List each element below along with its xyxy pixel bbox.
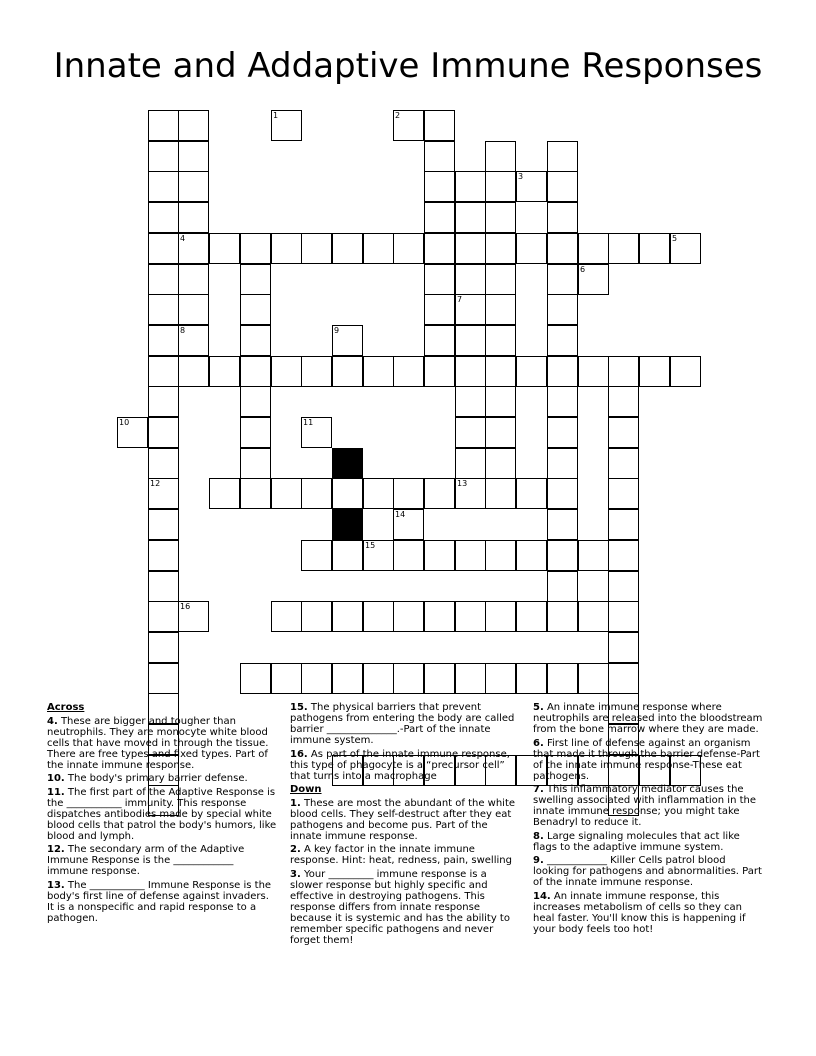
grid-cell[interactable] xyxy=(148,294,179,325)
grid-cell[interactable] xyxy=(240,386,271,417)
grid-cell[interactable] xyxy=(455,386,486,417)
grid-cell[interactable] xyxy=(547,202,578,233)
clue-item-text: Large signaling molecules that act like flags to the adaptive immune system. xyxy=(533,830,740,853)
clue-number-label: 3 xyxy=(518,172,524,181)
grid-cell[interactable] xyxy=(363,540,394,571)
grid-cell[interactable] xyxy=(148,448,179,479)
grid-cell[interactable] xyxy=(148,417,179,448)
grid-cell[interactable] xyxy=(578,601,609,632)
grid-cell[interactable] xyxy=(209,356,240,387)
clue-item-number: 12. xyxy=(47,844,65,855)
grid-cell[interactable] xyxy=(393,509,424,540)
grid-cell[interactable] xyxy=(485,294,516,325)
grid-cell[interactable] xyxy=(209,478,240,509)
grid-cell[interactable] xyxy=(455,417,486,448)
grid-cell[interactable] xyxy=(424,540,455,571)
black-cell xyxy=(332,448,363,479)
clue-number-label: 8 xyxy=(180,326,186,335)
grid-cell[interactable] xyxy=(485,264,516,295)
grid-cell[interactable] xyxy=(455,663,486,694)
grid-cell[interactable] xyxy=(148,386,179,417)
grid-cell[interactable] xyxy=(455,264,486,295)
clue-item xyxy=(533,702,765,735)
grid-cell[interactable] xyxy=(578,264,609,295)
clue-column-1 xyxy=(47,702,277,926)
clue-item-number: 6. xyxy=(533,737,544,749)
clue-item-text: The body's primary barrier defense. xyxy=(64,773,248,784)
grid-cell[interactable] xyxy=(148,540,179,571)
clue-item xyxy=(47,787,277,842)
grid-cell[interactable] xyxy=(240,448,271,479)
grid-cell[interactable] xyxy=(485,325,516,356)
grid-cell[interactable] xyxy=(332,478,363,509)
clue-number-label: 13 xyxy=(457,479,468,488)
clue-item xyxy=(47,844,277,877)
clue-item-number: 10. xyxy=(47,773,65,784)
grid-cell[interactable] xyxy=(608,540,639,571)
grid-cell[interactable] xyxy=(148,110,179,141)
grid-cell[interactable] xyxy=(363,601,394,632)
clue-item xyxy=(290,749,522,782)
grid-cell[interactable] xyxy=(148,478,179,509)
grid-cell[interactable] xyxy=(547,417,578,448)
clue-number-label: 4 xyxy=(180,234,186,243)
clue-item xyxy=(533,738,765,782)
puzzle-title: Innate and Addaptive Immune Responses xyxy=(53,46,763,86)
grid-cell[interactable] xyxy=(455,448,486,479)
grid-cell[interactable] xyxy=(148,264,179,295)
grid-cell[interactable] xyxy=(424,663,455,694)
grid-cell[interactable] xyxy=(455,356,486,387)
grid-cell[interactable] xyxy=(455,294,486,325)
grid-cell[interactable] xyxy=(301,540,332,571)
grid-cell[interactable] xyxy=(455,540,486,571)
grid-cell[interactable] xyxy=(271,478,302,509)
grid-cell[interactable] xyxy=(547,509,578,540)
clue-item xyxy=(47,880,277,924)
grid-cell[interactable] xyxy=(240,663,271,694)
grid-cell[interactable] xyxy=(424,110,455,141)
grid-cell[interactable] xyxy=(424,601,455,632)
clue-item xyxy=(290,702,522,746)
grid-cell[interactable] xyxy=(148,571,179,602)
grid-cell[interactable] xyxy=(332,233,363,264)
grid-cell[interactable] xyxy=(148,233,179,264)
grid-cell[interactable] xyxy=(148,356,179,387)
grid-cell[interactable] xyxy=(393,478,424,509)
grid-cell[interactable] xyxy=(178,264,209,295)
grid-cell[interactable] xyxy=(516,540,547,571)
grid-cell[interactable] xyxy=(332,540,363,571)
grid-cell[interactable] xyxy=(547,325,578,356)
clue-item-number: 11. xyxy=(47,786,65,798)
clue-item-number: 13. xyxy=(47,879,65,891)
grid-cell[interactable] xyxy=(670,356,701,387)
clue-item-text: As part of the innate immune response, this type of phagocyte is a “precursor cell” that turns into a macrophage xyxy=(290,748,510,782)
clue-item-text: These are bigger and tougher than neutrophils. They are monocyte white blood cells that have moved in through the tissue. There are free types and fixed types. Part of the innate immune response. xyxy=(47,715,269,771)
grid-cell[interactable] xyxy=(363,478,394,509)
grid-cell[interactable] xyxy=(271,663,302,694)
grid-cell[interactable] xyxy=(485,171,516,202)
grid-cell[interactable] xyxy=(547,663,578,694)
grid-cell[interactable] xyxy=(455,325,486,356)
grid-cell[interactable] xyxy=(608,632,639,663)
grid-cell[interactable] xyxy=(485,540,516,571)
clue-number-label: 15 xyxy=(365,541,376,550)
grid-cell[interactable] xyxy=(547,571,578,602)
clue-number-label: 2 xyxy=(395,111,401,120)
grid-cell[interactable] xyxy=(424,233,455,264)
grid-cell[interactable] xyxy=(393,663,424,694)
clue-item-text: First line of defense against an organism that made it through the barrier defense-Part of the innate immune response-These eat pathogens. xyxy=(533,737,760,782)
clue-number-label: 7 xyxy=(457,295,463,304)
clue-item-text: These are most the abundant of the white blood cells. They self-destruct after they eat pathogens and become pus. Part of the innate immune response. xyxy=(290,797,516,842)
grid-cell[interactable] xyxy=(332,356,363,387)
grid-cell[interactable] xyxy=(516,356,547,387)
clue-item-text: An innate immune response where neutrophils are released into the bloodstream from the bone marrow where they are made. xyxy=(533,702,763,735)
grid-cell[interactable] xyxy=(547,233,578,264)
clue-item-number: 15. xyxy=(290,702,308,713)
grid-cell[interactable] xyxy=(608,478,639,509)
grid-cell[interactable] xyxy=(148,171,179,202)
clue-item xyxy=(290,869,522,946)
grid-cell[interactable] xyxy=(670,233,701,264)
clue-number-label: 9 xyxy=(334,326,340,335)
grid-cell[interactable] xyxy=(148,632,179,663)
grid-cell[interactable] xyxy=(332,325,363,356)
grid-cell[interactable] xyxy=(608,448,639,479)
grid-cell[interactable] xyxy=(608,386,639,417)
grid-cell[interactable] xyxy=(178,141,209,172)
clue-item xyxy=(47,773,277,784)
grid-cell[interactable] xyxy=(547,540,578,571)
clue-item xyxy=(533,855,765,888)
grid-cell[interactable] xyxy=(271,601,302,632)
clue-column-2 xyxy=(290,702,522,948)
clue-item-number: 3. xyxy=(290,868,301,880)
grid-cell[interactable] xyxy=(178,356,209,387)
grid-cell[interactable] xyxy=(608,601,639,632)
grid-cell[interactable] xyxy=(240,264,271,295)
black-cell xyxy=(332,509,363,540)
clue-item-text: The secondary arm of the Adaptive Immune Response is the ____________ immune response. xyxy=(47,844,245,877)
clue-item-text: This inflammatory mediator causes the swelling associated with inflammation in the innate immune response; you might take Benadryl to reduce it. xyxy=(533,784,756,828)
grid-cell[interactable] xyxy=(485,601,516,632)
clue-item xyxy=(533,784,765,828)
grid-cell[interactable] xyxy=(178,601,209,632)
grid-cell[interactable] xyxy=(547,386,578,417)
grid-cell[interactable] xyxy=(516,663,547,694)
grid-cell[interactable] xyxy=(301,663,332,694)
clue-item-text: The first part of the Adaptive Response is the ___________ immunity. This response dispatches antibodies made by special white blood cells that patrol the body's humors, like blood and lymph. xyxy=(47,786,277,842)
grid-cell[interactable] xyxy=(393,540,424,571)
grid-cell[interactable] xyxy=(178,294,209,325)
clue-number-label: 11 xyxy=(303,418,314,427)
grid-cell[interactable] xyxy=(608,233,639,264)
grid-cell[interactable] xyxy=(485,478,516,509)
grid-cell[interactable] xyxy=(578,233,609,264)
clue-item xyxy=(533,891,765,935)
grid-cell[interactable] xyxy=(178,233,209,264)
grid-cell[interactable] xyxy=(178,325,209,356)
grid-cell[interactable] xyxy=(424,294,455,325)
grid-cell[interactable] xyxy=(424,141,455,172)
grid-cell[interactable] xyxy=(608,571,639,602)
grid-cell[interactable] xyxy=(455,171,486,202)
grid-cell[interactable] xyxy=(424,325,455,356)
grid-cell[interactable] xyxy=(393,233,424,264)
clue-item-number: 16. xyxy=(290,748,308,760)
grid-cell[interactable] xyxy=(301,478,332,509)
grid-cell[interactable] xyxy=(578,356,609,387)
grid-cell[interactable] xyxy=(393,110,424,141)
grid-cell[interactable] xyxy=(393,356,424,387)
grid-cell[interactable] xyxy=(578,540,609,571)
clue-number-label: 14 xyxy=(395,510,406,519)
grid-cell[interactable] xyxy=(240,356,271,387)
grid-cell[interactable] xyxy=(516,233,547,264)
grid-cell[interactable] xyxy=(516,478,547,509)
grid-cell[interactable] xyxy=(271,233,302,264)
grid-cell[interactable] xyxy=(547,264,578,295)
grid-cell[interactable] xyxy=(332,663,363,694)
grid-cell[interactable] xyxy=(608,663,639,694)
grid-cell[interactable] xyxy=(455,202,486,233)
grid-cell[interactable] xyxy=(240,325,271,356)
grid-cell[interactable] xyxy=(117,417,148,448)
clue-item-number: 9. xyxy=(533,855,544,866)
grid-cell[interactable] xyxy=(639,356,670,387)
grid-cell[interactable] xyxy=(547,141,578,172)
clue-number-label: 12 xyxy=(150,479,161,488)
grid-cell[interactable] xyxy=(485,448,516,479)
grid-cell[interactable] xyxy=(485,386,516,417)
grid-cell[interactable] xyxy=(516,171,547,202)
grid-cell[interactable] xyxy=(363,663,394,694)
clue-number-label: 5 xyxy=(672,234,678,243)
grid-cell[interactable] xyxy=(148,325,179,356)
clue-column-3 xyxy=(533,702,765,937)
grid-cell[interactable] xyxy=(608,356,639,387)
clue-number-label: 10 xyxy=(119,418,130,427)
clue-section-header: Down xyxy=(290,784,322,795)
clue-item-number: 5. xyxy=(533,702,544,713)
grid-cell[interactable] xyxy=(301,233,332,264)
grid-cell[interactable] xyxy=(178,110,209,141)
grid-cell[interactable] xyxy=(332,601,363,632)
clue-item-text: The ___________ Immune Response is the body's first line of defense against invaders. It is a nonspecific and rapid response to a pathogen. xyxy=(47,879,272,924)
clue-item-number: 8. xyxy=(533,830,544,842)
clue-item-number: 2. xyxy=(290,844,301,855)
grid-cell[interactable] xyxy=(547,601,578,632)
grid-cell[interactable] xyxy=(547,478,578,509)
grid-cell[interactable] xyxy=(455,601,486,632)
grid-cell[interactable] xyxy=(148,509,179,540)
clue-item xyxy=(290,798,522,842)
grid-cell[interactable] xyxy=(301,601,332,632)
clue-item-text: Your _________ immune response is a slower response but highly specific and effective in destroying pathogens. This response differs from innate response because it is systemic and has the ability to remember specific pathogens and never forget them! xyxy=(290,868,510,946)
grid-cell[interactable] xyxy=(148,663,179,694)
clue-item-text: The physical barriers that prevent pathogens from entering the body are called barrier ______________.-Part of the innate immune system. xyxy=(290,702,515,746)
grid-cell[interactable] xyxy=(301,356,332,387)
grid-cell[interactable] xyxy=(424,356,455,387)
clue-item-text: A key factor in the innate immune response. Hint: heat, redness, pain, swelling xyxy=(290,844,512,866)
grid-cell[interactable] xyxy=(424,478,455,509)
grid-cell[interactable] xyxy=(455,478,486,509)
clue-item-number: 1. xyxy=(290,797,301,809)
grid-cell[interactable] xyxy=(240,417,271,448)
grid-cell[interactable] xyxy=(547,356,578,387)
grid-cell[interactable] xyxy=(639,233,670,264)
grid-cell[interactable] xyxy=(608,509,639,540)
grid-cell[interactable] xyxy=(178,171,209,202)
grid-cell[interactable] xyxy=(547,448,578,479)
clue-item xyxy=(290,844,522,866)
grid-cell[interactable] xyxy=(271,110,302,141)
grid-cell[interactable] xyxy=(424,171,455,202)
grid-cell[interactable] xyxy=(455,233,486,264)
grid-cell[interactable] xyxy=(485,417,516,448)
clue-section-header: Across xyxy=(47,702,85,713)
grid-cell[interactable] xyxy=(148,141,179,172)
grid-cell[interactable] xyxy=(424,202,455,233)
grid-cell[interactable] xyxy=(178,202,209,233)
grid-cell[interactable] xyxy=(301,417,332,448)
grid-cell[interactable] xyxy=(547,171,578,202)
grid-cell[interactable] xyxy=(485,356,516,387)
grid-cell[interactable] xyxy=(240,233,271,264)
clue-item-text: ____________ Killer Cells patrol blood looking for pathogens and abnormalities. Part of the innate immune response. xyxy=(533,855,762,888)
clue-item xyxy=(533,831,765,853)
grid-cell[interactable] xyxy=(271,356,302,387)
grid-cell[interactable] xyxy=(240,294,271,325)
grid-cell[interactable] xyxy=(516,601,547,632)
grid-cell[interactable] xyxy=(363,356,394,387)
grid-cell[interactable] xyxy=(240,478,271,509)
grid-cell[interactable] xyxy=(393,601,424,632)
grid-cell[interactable] xyxy=(485,141,516,172)
clue-item xyxy=(47,716,277,771)
grid-cell[interactable] xyxy=(578,663,609,694)
clue-item-number: 14. xyxy=(533,890,551,902)
clue-item-text: An innate immune response, this increases metabolism of cells so they can heal faster. You'll know this is happening if your body feels too hot! xyxy=(533,890,746,935)
grid-cell[interactable] xyxy=(608,417,639,448)
clue-item-number: 4. xyxy=(47,715,58,727)
clue-number-label: 6 xyxy=(580,265,586,274)
grid-cell[interactable] xyxy=(424,264,455,295)
grid-cell[interactable] xyxy=(485,233,516,264)
grid-cell[interactable] xyxy=(547,294,578,325)
grid-cell[interactable] xyxy=(485,663,516,694)
grid-cell[interactable] xyxy=(485,202,516,233)
clue-number-label: 1 xyxy=(273,111,279,120)
grid-cell[interactable] xyxy=(363,233,394,264)
clue-number-label: 16 xyxy=(180,602,191,611)
clue-item-number: 7. xyxy=(533,784,544,795)
grid-cell[interactable] xyxy=(148,202,179,233)
grid-cell[interactable] xyxy=(148,601,179,632)
grid-cell[interactable] xyxy=(209,233,240,264)
